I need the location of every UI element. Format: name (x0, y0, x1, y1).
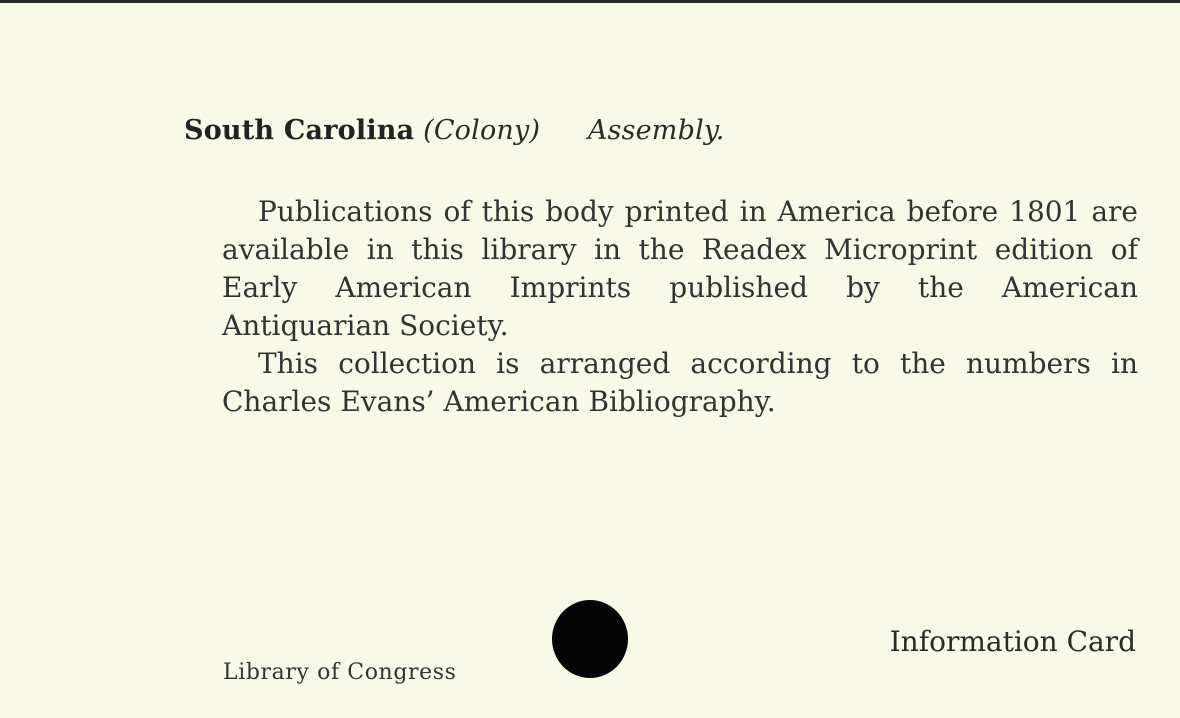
card-paragraph-arrangement: This collection is arranged according to the numbers in Charles Evans’ American Bibliography. (222, 347, 1138, 418)
footer-library-of-congress: Library of Congress (223, 660, 457, 685)
heading-body-name: South Carolina (184, 115, 415, 146)
heading-qualifier-open: ( (423, 115, 434, 146)
punch-hole (552, 600, 628, 678)
heading-qualifier: Colony (433, 115, 530, 146)
card-body (222, 193, 1138, 421)
card-heading (184, 115, 725, 147)
heading-qualifier-close: ) (529, 115, 541, 146)
card-paragraph-publications: Publications of this body printed in America before 1801 are available in this library in the Readex Microprint edition of Early American Imprints published by the American Antiquarian Society. (222, 195, 1138, 342)
heading-subdivision: Assembly. (587, 115, 725, 146)
footer-information-card: Information Card (889, 625, 1136, 658)
